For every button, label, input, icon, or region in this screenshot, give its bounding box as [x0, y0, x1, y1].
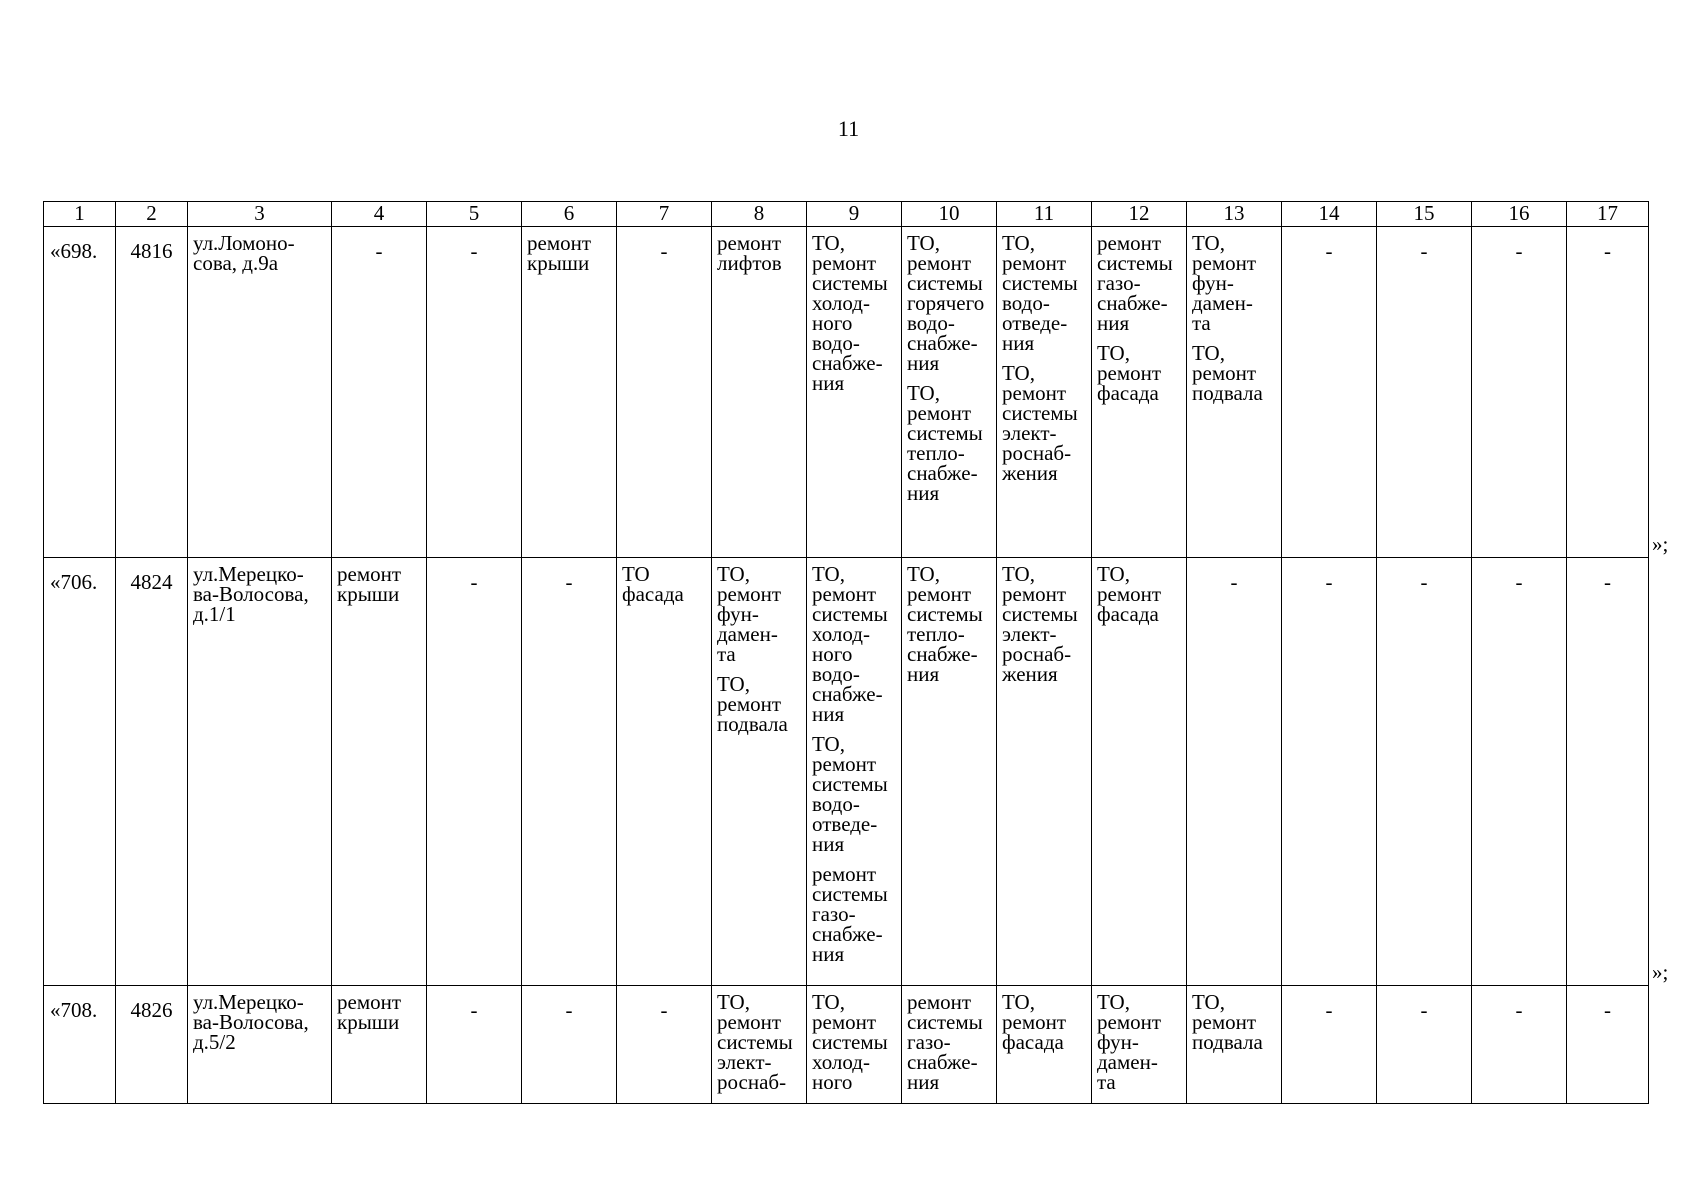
cell-col-5: - — [427, 558, 522, 986]
row-number-cell: «698. — [44, 227, 116, 558]
works-table — [43, 201, 1649, 1104]
cell-col-7: - — [617, 227, 712, 558]
work-entry: ТО, ремонт системы водо- отведе- ния — [1002, 231, 1078, 355]
work-entry: ТО, ремонт фун- дамен- та — [1097, 990, 1162, 1094]
cell-col-7: - — [617, 986, 712, 1104]
cell-col-12 — [1092, 227, 1187, 558]
cell-col-16: - — [1472, 227, 1567, 558]
cell-col-15: - — [1377, 986, 1472, 1104]
cell-col-8 — [712, 227, 807, 558]
cell-col-16: - — [1472, 986, 1567, 1104]
object-code-cell: 4824 — [116, 558, 188, 986]
column-header-7: 7 — [617, 202, 712, 227]
cell-col-15: - — [1377, 558, 1472, 986]
work-entry: ТО, ремонт системы тепло- снабже- ния — [907, 562, 983, 686]
column-header-10: 10 — [902, 202, 997, 227]
cell-col-17: - — [1567, 227, 1649, 558]
cell-col-17: - — [1567, 558, 1649, 986]
cell-col-6 — [522, 227, 617, 558]
cell-col-14: - — [1282, 558, 1377, 986]
cell-col-11 — [997, 986, 1092, 1104]
row-end-mark: »; — [1652, 531, 1669, 556]
cell-col-17: - — [1567, 986, 1649, 1104]
cell-col-6: - — [522, 986, 617, 1104]
column-header-11: 11 — [997, 202, 1092, 227]
cell-col-4 — [332, 558, 427, 986]
cell-col-5: - — [427, 227, 522, 558]
work-entry: ТО, ремонт подвала — [717, 672, 788, 736]
cell-col-4: - — [332, 227, 427, 558]
cell-col-12 — [1092, 558, 1187, 986]
work-entry: ТО фасада — [622, 562, 684, 606]
cell-col-11 — [997, 558, 1092, 986]
work-entry: ремонт системы газо- снабже- ния — [812, 862, 888, 966]
address-cell: ул.Мерецко- ва-Волосова, д.1/1 — [188, 558, 332, 986]
table-row — [44, 558, 1649, 986]
work-entry: ТО, ремонт системы холод- ного водо- снабже- ния — [812, 562, 888, 726]
work-entry: ТО, ремонт системы холод- ного водо- снабже- ния — [812, 231, 888, 395]
work-entry: ТО, ремонт фасада — [1097, 341, 1162, 405]
cell-col-9 — [807, 227, 902, 558]
work-entry: ремонт крыши — [337, 990, 402, 1034]
column-header-3: 3 — [188, 202, 332, 227]
cell-col-13: - — [1187, 558, 1282, 986]
work-entry: ТО, ремонт фун- дамен- та — [717, 562, 782, 666]
work-entry: ремонт системы газо- снабже- ния — [907, 990, 983, 1094]
column-header-13: 13 — [1187, 202, 1282, 227]
cell-col-10 — [902, 986, 997, 1104]
work-entry: ТО, ремонт системы тепло- снабже- ния — [907, 381, 983, 505]
table-row — [44, 227, 1649, 558]
column-header-12: 12 — [1092, 202, 1187, 227]
cell-col-8 — [712, 558, 807, 986]
cell-col-15: - — [1377, 227, 1472, 558]
column-header-4: 4 — [332, 202, 427, 227]
cell-col-11 — [997, 227, 1092, 558]
object-code-cell: 4816 — [116, 227, 188, 558]
cell-col-16: - — [1472, 558, 1567, 986]
work-entry: ТО, ремонт системы элект- роснаб- жения — [1002, 361, 1078, 485]
work-entry: ремонт крыши — [527, 231, 592, 275]
column-header-15: 15 — [1377, 202, 1472, 227]
work-entry: ТО, ремонт системы холод- ного — [812, 990, 888, 1094]
cell-col-9 — [807, 986, 902, 1104]
work-entry: ТО, ремонт системы элект- роснаб- — [717, 990, 793, 1094]
table-header-row — [44, 202, 1649, 227]
table-row — [44, 986, 1649, 1104]
cell-col-4 — [332, 986, 427, 1104]
work-entry: ТО, ремонт системы водо- отведе- ния — [812, 732, 888, 856]
column-header-16: 16 — [1472, 202, 1567, 227]
cell-col-12 — [1092, 986, 1187, 1104]
cell-col-14: - — [1282, 986, 1377, 1104]
page-number: 11 — [837, 116, 860, 141]
address-cell: ул.Мерецко- ва-Волосова, д.5/2 — [188, 986, 332, 1104]
work-entry: ремонт лифтов — [717, 231, 782, 275]
work-entry: ТО, ремонт системы элект- роснаб- жения — [1002, 562, 1078, 686]
column-header-2: 2 — [116, 202, 188, 227]
cell-col-10 — [902, 227, 997, 558]
cell-col-14: - — [1282, 227, 1377, 558]
cell-col-8 — [712, 986, 807, 1104]
work-entry: ТО, ремонт фасада — [1002, 990, 1067, 1054]
column-header-1: 1 — [44, 202, 116, 227]
column-header-8: 8 — [712, 202, 807, 227]
column-header-14: 14 — [1282, 202, 1377, 227]
column-header-17: 17 — [1567, 202, 1649, 227]
column-header-5: 5 — [427, 202, 522, 227]
cell-col-10 — [902, 558, 997, 986]
cell-col-13 — [1187, 227, 1282, 558]
work-entry: ТО, ремонт подвала — [1192, 990, 1263, 1054]
cell-col-9 — [807, 558, 902, 986]
work-entry: ремонт системы газо- снабже- ния — [1097, 231, 1173, 335]
work-entry: ТО, ремонт фасада — [1097, 562, 1162, 626]
column-header-6: 6 — [522, 202, 617, 227]
table-body — [44, 227, 1649, 1104]
row-number-cell: «706. — [44, 558, 116, 986]
column-header-9: 9 — [807, 202, 902, 227]
work-entry: ТО, ремонт подвала — [1192, 341, 1263, 405]
cell-col-7 — [617, 558, 712, 986]
cell-col-6: - — [522, 558, 617, 986]
object-code-cell: 4826 — [116, 986, 188, 1104]
work-entry: ремонт крыши — [337, 562, 402, 606]
cell-col-13 — [1187, 986, 1282, 1104]
row-number-cell: «708. — [44, 986, 116, 1104]
work-entry: ТО, ремонт фун- дамен- та — [1192, 231, 1257, 335]
address-cell: ул.Ломоно- сова, д.9а — [188, 227, 332, 558]
row-end-mark: »; — [1652, 959, 1669, 984]
cell-col-5: - — [427, 986, 522, 1104]
work-entry: ТО, ремонт системы горячего водо- снабже- ния — [907, 231, 985, 375]
